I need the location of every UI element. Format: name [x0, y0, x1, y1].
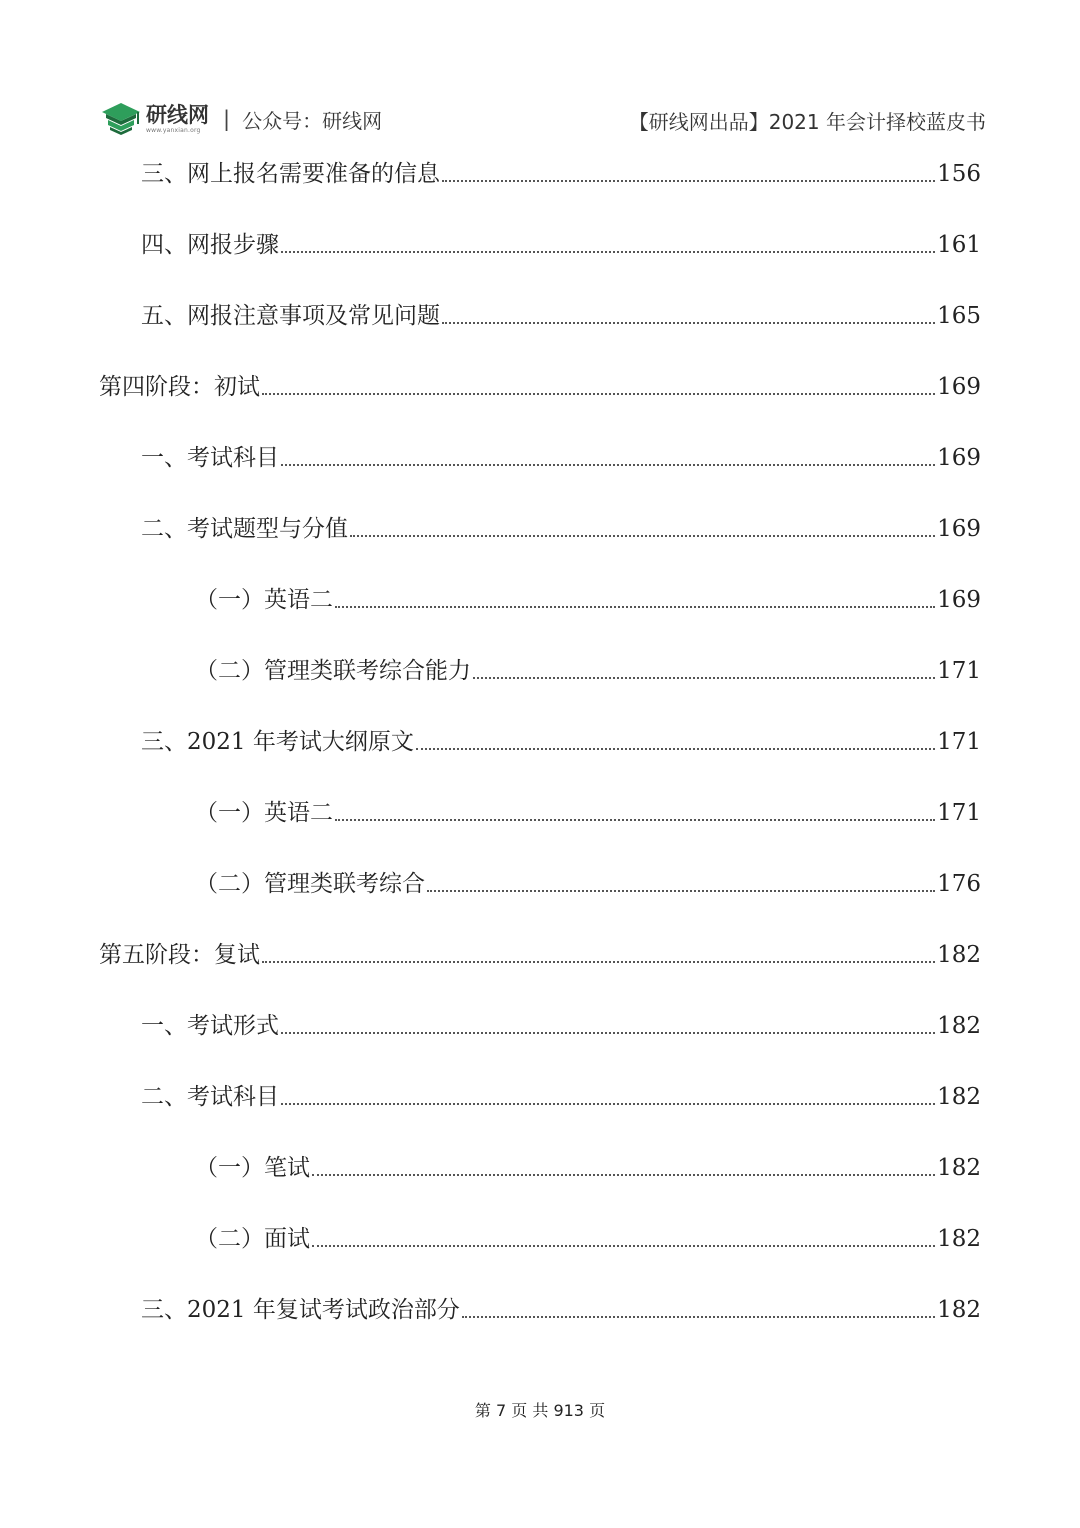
toc-dot-leader [281, 463, 935, 466]
toc-entry[interactable] [195, 1213, 981, 1253]
toc-dot-leader [281, 250, 935, 253]
toc-dot-leader [442, 321, 935, 324]
graduation-cap-logo-icon [100, 99, 142, 139]
toc-dot-leader [462, 1315, 935, 1318]
toc-dot-leader [350, 534, 935, 537]
toc-entry[interactable] [99, 361, 981, 401]
brand [100, 96, 382, 142]
toc-dot-leader [427, 889, 935, 892]
toc-entry-page: 169 [937, 587, 981, 613]
toc-entry-page: 171 [937, 800, 981, 826]
toc-entry-page: 161 [937, 232, 981, 258]
toc-dot-leader [262, 960, 935, 963]
toc-entry-title: 一、考试形式 [141, 1013, 279, 1039]
toc-entry-title: （一）英语二 [195, 587, 333, 613]
toc-dot-leader [312, 1244, 935, 1247]
toc-dot-leader [473, 676, 935, 679]
toc-entry[interactable] [195, 645, 981, 685]
toc-entry-title: （二）面试 [195, 1226, 310, 1252]
toc-entry-title: 第五阶段：复试 [99, 942, 260, 968]
toc-entry[interactable] [195, 858, 981, 898]
toc-entry-page: 169 [937, 516, 981, 542]
toc-entry[interactable] [141, 1071, 981, 1111]
toc-entry-title: （一）笔试 [195, 1155, 310, 1181]
toc-dot-leader [335, 605, 935, 608]
toc-entry-title: 三、2021 年复试考试政治部分 [141, 1297, 460, 1323]
toc-entry[interactable] [141, 1284, 981, 1324]
toc-entry[interactable] [195, 1142, 981, 1182]
toc-entry-page: 171 [937, 658, 981, 684]
toc-entry-page: 182 [937, 1084, 981, 1110]
page-number-footer: 第 7 页 共 913 页 [474, 1401, 606, 1420]
toc-dot-leader [281, 1031, 935, 1034]
toc-entry-page: 182 [937, 1297, 981, 1323]
toc-entry[interactable] [141, 290, 981, 330]
toc-entry[interactable] [141, 432, 981, 472]
toc-entry-title: 三、网上报名需要准备的信息 [141, 161, 440, 187]
toc-dot-leader [281, 1102, 935, 1105]
toc-entry[interactable] [141, 219, 981, 259]
toc-entry[interactable] [99, 929, 981, 969]
toc-entry-page: 182 [937, 942, 981, 968]
toc-dot-leader [262, 392, 935, 395]
toc-entry[interactable] [141, 716, 981, 756]
toc-dot-leader [312, 1173, 935, 1176]
toc-entry[interactable] [141, 148, 981, 188]
toc-entry-title: 一、考试科目 [141, 445, 279, 471]
toc-entry-title: （二）管理类联考综合 [195, 871, 425, 897]
toc-entry[interactable] [195, 787, 981, 827]
toc-entry-title: （二）管理类联考综合能力 [195, 658, 471, 684]
toc-entry-page: 169 [937, 374, 981, 400]
toc-entry-page: 156 [937, 161, 981, 187]
toc-entry-page: 182 [937, 1155, 981, 1181]
brand-text [146, 102, 209, 134]
brand-name: 研线网 [146, 102, 209, 127]
toc-dot-leader [416, 747, 935, 750]
toc-entry-title: 五、网报注意事项及常见问题 [141, 303, 440, 329]
toc-entry-page: 171 [937, 729, 981, 755]
toc-entry-title: 三、2021 年考试大纲原文 [141, 729, 414, 755]
toc-entry[interactable] [141, 1000, 981, 1040]
toc-entry-title: 二、考试科目 [141, 1084, 279, 1110]
toc-entry-title: 二、考试题型与分值 [141, 516, 348, 542]
toc-entry-title: （一）英语二 [195, 800, 333, 826]
toc-entry-page: 176 [937, 871, 981, 897]
toc-entry[interactable] [195, 574, 981, 614]
toc-dot-leader [442, 179, 935, 182]
brand-url: www.yanxian.org [146, 126, 201, 134]
toc-entry-page: 182 [937, 1013, 981, 1039]
wechat-account: 公众号：研线网 [242, 108, 383, 133]
toc-entry[interactable] [141, 503, 981, 543]
toc-entry-page: 182 [937, 1226, 981, 1252]
toc-entry-title: 四、网报步骤 [141, 232, 279, 258]
toc-entry-page: 165 [937, 303, 981, 329]
toc-entry-page: 169 [937, 445, 981, 471]
toc-entry-title: 第四阶段：初试 [99, 374, 260, 400]
page-header [100, 96, 986, 142]
book-title: 【研线网出品】2021 年会计择校蓝皮书 [628, 110, 986, 134]
brand-separator: | [223, 107, 231, 131]
toc-dot-leader [335, 818, 935, 821]
